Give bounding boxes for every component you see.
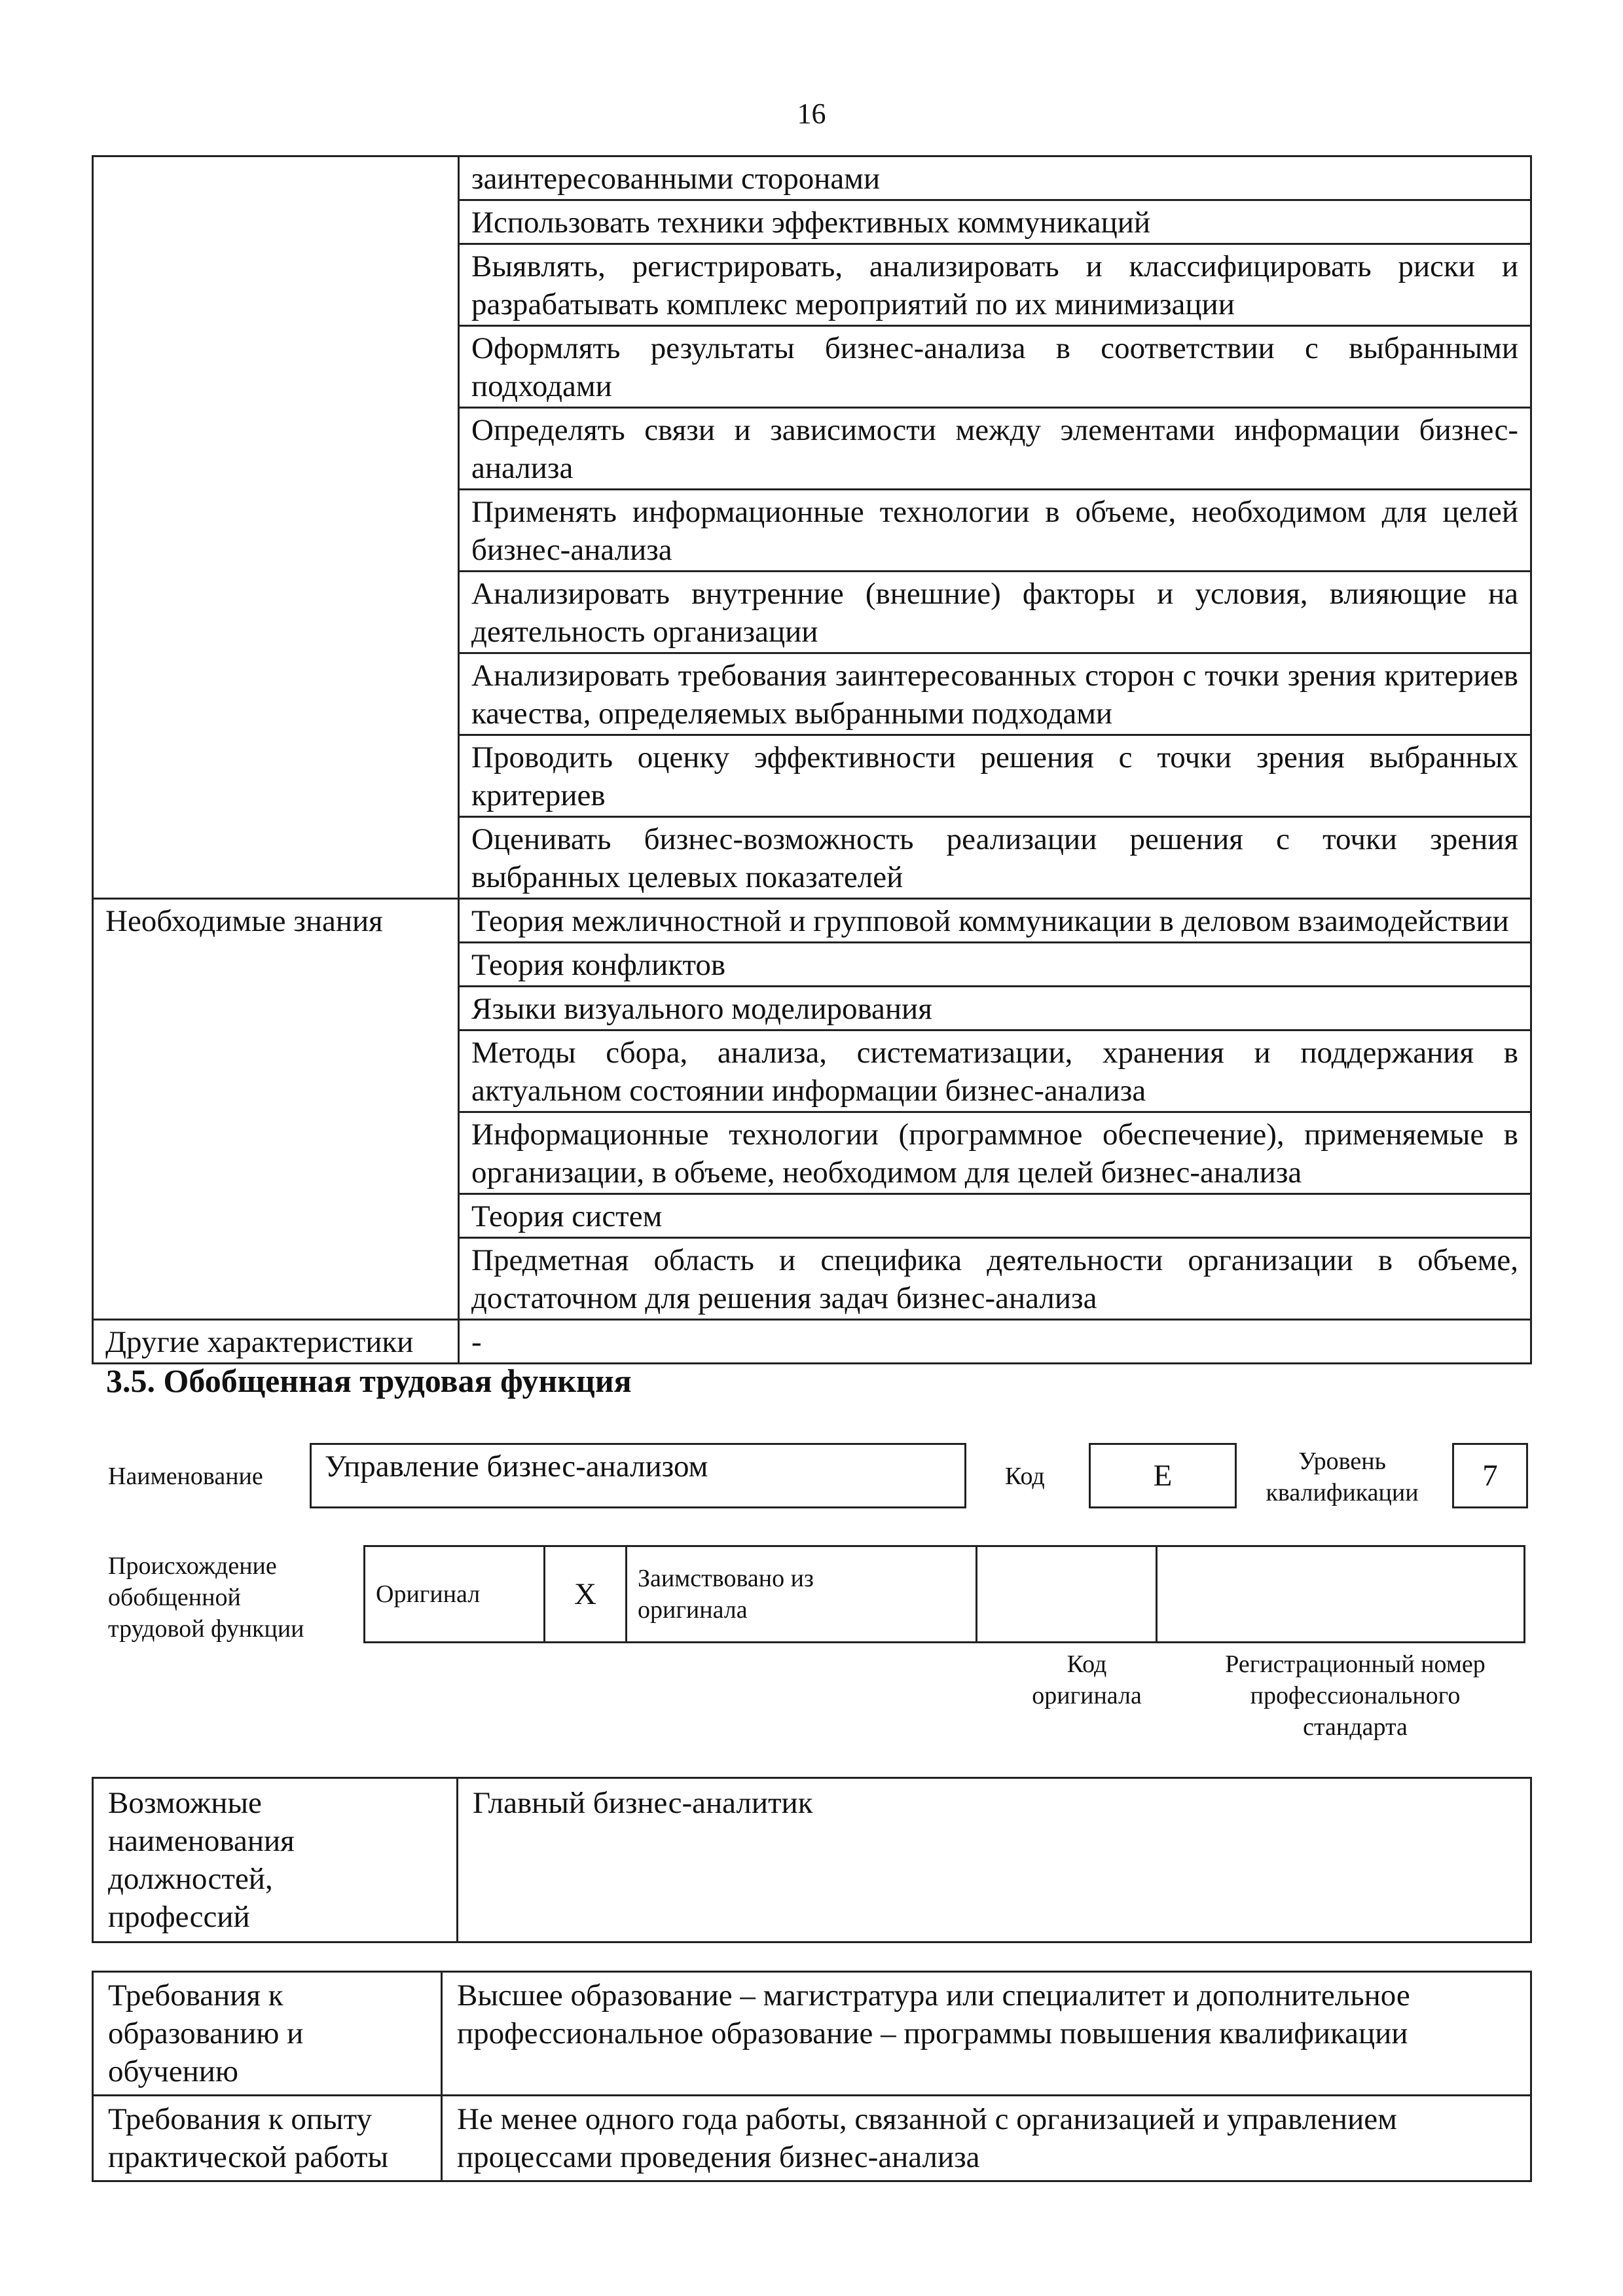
original-label: Оригинал [365,1546,545,1643]
positions-table [92,1777,1532,1943]
positions-label [93,1778,458,1942]
education-value: Высшее образование – магистратура или специалитет и дополнительное профессиональное образование – программы повышения квалификации [442,1972,1531,2096]
name-value: Управление бизнес-анализом [310,1443,966,1508]
row-label-knowledge: Необходимые знания [93,899,459,1320]
level-value: 7 [1452,1443,1528,1508]
reg-caption-line-2: профессионального [1250,1682,1461,1709]
table-cell: Теория межличностной и групповой коммуникации в деловом взаимодействии [459,899,1531,943]
original-mark: X [545,1546,627,1643]
experience-value: Не менее одного года работы, связанной с организацией и управлением процессами проведения бизнес-анализа [442,2096,1531,2181]
table-cell: Выявлять, регистрировать, анализировать и классифицировать риски и разрабатывать комплекс мероприятий по их минимизации [459,244,1531,326]
table-cell: Применять информационные технологии в объеме, необходимом для целей бизнес-анализа [459,490,1531,572]
positions-label-line-4: профессий [108,1900,250,1934]
skills-knowledge-table [92,155,1532,1364]
table-cell: Информационные технологии (программное обеспечение), применяемые в организации, в объеме, необходимом для целей бизнес-анализа [459,1112,1531,1194]
code-value: E [1089,1443,1237,1508]
registration-number-cell [1157,1546,1525,1643]
original-code-cell [977,1546,1157,1643]
table-row [93,1320,1531,1364]
positions-label-line-1: Возможные [108,1786,262,1820]
table-cell: Предметная область и специфика деятельности организации в объеме, достаточном для решения задач бизнес-анализа [459,1238,1531,1320]
name-label: Наименование [108,1463,263,1490]
code-label: Код [1005,1463,1045,1490]
education-label-line-2: образованию и [108,2016,304,2050]
table-row [93,899,1531,943]
table-cell: Оформлять результаты бизнес-анализа в соответствии с выбранными подходами [459,326,1531,408]
table-cell: Теория конфликтов [459,943,1531,987]
table-row [365,1546,1525,1643]
table-cell: Методы сбора, анализа, систематизации, хранения и поддержания в актуальном состоянии информации бизнес-анализа [459,1030,1531,1112]
experience-label-line-2: практической работы [108,2140,389,2174]
table-cell: заинтересованными сторонами [459,156,1531,200]
page-number: 16 [797,98,826,130]
section-title: 3.5. Обобщенная трудовая функция [106,1362,632,1399]
row-label [93,156,459,899]
reg-caption-line-3: стандарта [1303,1713,1408,1741]
reg-caption-line-1: Регистрационный номер [1225,1650,1486,1678]
borrowed-label-line-2: оригинала [638,1596,748,1624]
borrowed-label-line-1: Заимствовано из [638,1565,814,1592]
row-label-other: Другие характеристики [93,1320,459,1364]
positions-label-line-3: должностей, [108,1862,273,1896]
origin-label-line-3: трудовой функции [108,1615,304,1643]
table-cell: Анализировать требования заинтересованных сторон с точки зрения критериев качества, определяемых выбранными подходами [459,653,1531,735]
table-cell: Языки визуального моделирования [459,987,1531,1030]
table-cell: Использовать техники эффективных коммуникаций [459,200,1531,244]
table-row [93,1972,1531,2096]
experience-label-line-1: Требования к опыту [108,2102,373,2136]
origin-table [363,1545,1525,1643]
requirements-table [92,1971,1532,2182]
code-caption [989,1649,1185,1711]
table-cell: Определять связи и зависимости между элементами информации бизнес-анализа [459,408,1531,490]
education-label-line-1: Требования к [108,1978,283,2013]
table-row [93,156,1531,200]
origin-label [108,1550,304,1645]
education-label [93,1972,442,2096]
level-label-line-2: квалификации [1266,1479,1419,1506]
code-caption-line-2: оригинала [1032,1682,1142,1709]
level-label [1254,1446,1431,1508]
positions-label-line-2: наименования [108,1824,295,1858]
experience-label [93,2096,442,2181]
origin-label-line-1: Происхождение [108,1552,277,1580]
table-cell: Теория систем [459,1194,1531,1238]
borrowed-label [627,1546,977,1643]
table-cell: Оценивать бизнес-возможность реализации решения с точки зрения выбранных целевых показателей [459,817,1531,899]
table-row [93,2096,1531,2181]
level-label-line-1: Уровень [1298,1448,1386,1475]
table-cell: Анализировать внутренние (внешние) факторы и условия, влияющие на деятельность организации [459,572,1531,653]
reg-caption [1185,1649,1525,1743]
positions-value: Главный бизнес-аналитик [458,1778,1531,1942]
table-row [93,1778,1531,1942]
table-cell: Проводить оценку эффективности решения с точки зрения выбранных критериев [459,735,1531,817]
education-label-line-3: обучению [108,2054,239,2088]
table-cell: - [459,1320,1531,1364]
code-caption-line-1: Код [1067,1650,1107,1678]
origin-label-line-2: обобщенной [108,1584,241,1611]
